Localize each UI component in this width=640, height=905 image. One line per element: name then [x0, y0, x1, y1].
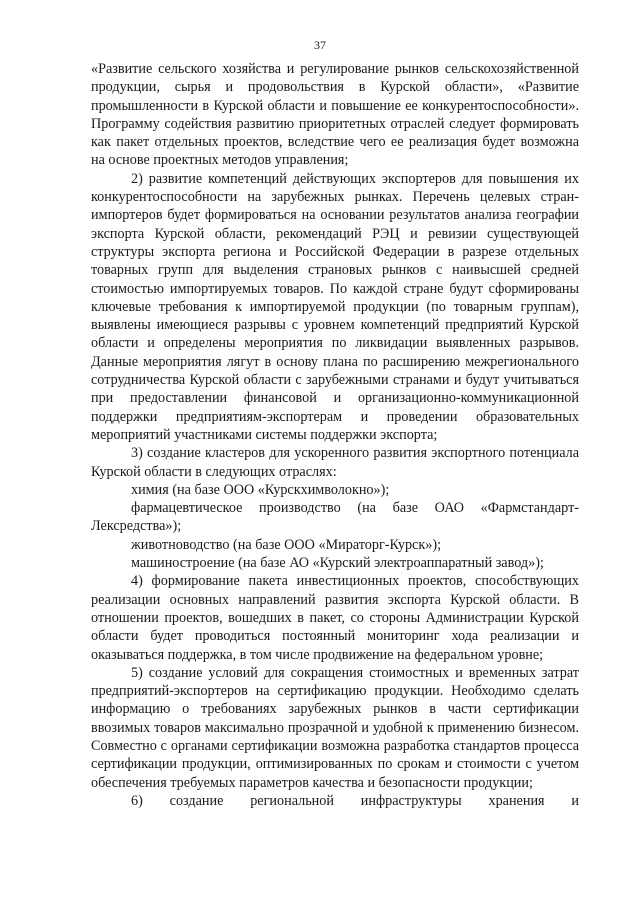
cluster-chemistry: химия (на базе ООО «Курскхимволокно»);: [131, 481, 390, 498]
paragraph-programs-continuation: «Развитие сельского хозяйства и регулирование рынков сельскохозяйственной продукции, сырья и продовольствия в Курской области», «Развитие промышленности в Курской области и повышение ее конкурентоспособности». Программу содействия развитию приоритетных отраслей следует формировать как пакет отдельных проектов, вследствие чего ее реализация будет возможна на основе проектных методов управления;: [91, 61, 579, 169]
paragraph-item-5: 5) создание условий для сокращения стоимостных и временных затрат предприятий-экспортеров на сертификацию продукции. Необходимо сделать информацию о требованиях зарубежных рынков в части сертификации ввозимых товаров максимально прозрачной и удобной к применению бизнесом. Совместно с органами сертификации возможна разработка стандартов процесса сертификации продукции, оптимизированных по срокам и стоимости с учетом обеспечения требуемых параметров качества и безопасности продукции;: [91, 664, 579, 791]
page-number: 37: [314, 38, 326, 52]
cluster-livestock: животноводство (на базе ООО «Мираторг-Курск»);: [131, 536, 442, 553]
paragraph-item-2: 2) развитие компетенций действующих экспортеров для повышения их конкурентоспособности на зарубежных рынках. Перечень целевых стран-импортеров будет формироваться на основании результатов анализа географии экспорта Курской области, рекомендаций РЭЦ и ревизии существующей структуры экспорта региона и Российской Федерации в разрезе отдельных товарных групп для выделения страновых рынков с наивысшей средней стоимостью импортируемых товаров. По каждой стране будут сформированы ключевые требования к импортируемой продукции (по товарным группам), выявлены имеющиеся разрывы с уровнем компетенций предприятий Курской области и определены мероприятия по ликвидации выявленных разрывов. Данные мероприятия лягут в основу плана по расширению межрегионального сотрудничества Курской области с зарубежными странами и будут учитываться при предоставлении финансовой и организационно-коммуникационной поддержки предприятиям-экспортерам и проведении образовательных мероприятий участниками системы поддержки экспорта;: [91, 170, 579, 443]
paragraph-item-4: 4) формирование пакета инвестиционных проектов, способствующих реализации основных направлений развития экспорта Курской области. В отношении проектов, вошедших в пакет, со стороны Администрации Курской области будет проводиться постоянный мониторинг хода реализации и оказываться поддержка, в том числе продвижение на федеральном уровне;: [91, 573, 579, 663]
cluster-pharma: фармацевтическое производство (на базе ОАО «Фармстандарт-Лексредства»);: [91, 500, 579, 535]
document-body: [91, 60, 579, 810]
paragraph-item-6: 6) создание региональной инфраструктуры хранения и: [131, 792, 579, 809]
paragraph-item-3: 3) создание кластеров для ускоренного развития экспортного потенциала Курской области в следующих отраслях:: [91, 445, 579, 480]
cluster-machinery: машиностроение (на базе АО «Курский электроаппаратный завод»);: [131, 555, 544, 572]
